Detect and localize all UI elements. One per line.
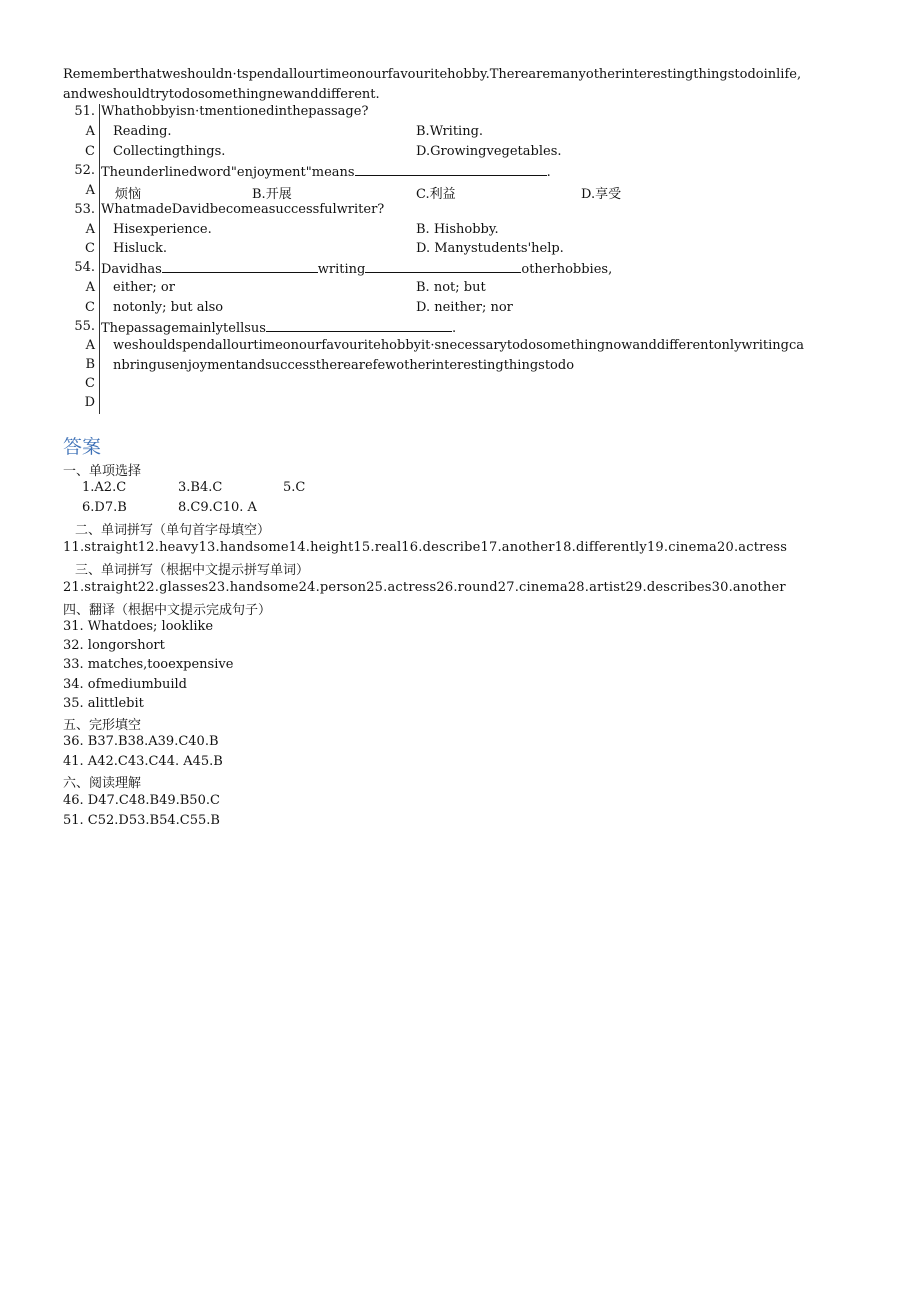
question-stem <box>101 163 551 180</box>
question-block-rule <box>99 104 100 414</box>
answer-line: 51. C52.D53.B54.C55.B <box>63 813 220 828</box>
option-text: Hisluck. <box>113 241 167 256</box>
option-letter: A <box>85 338 95 353</box>
option-letter: A <box>85 222 95 237</box>
option-text: 享受 <box>595 187 622 202</box>
option-b <box>416 124 483 139</box>
option-text: either; or <box>113 280 175 295</box>
stem-text: . <box>546 165 551 180</box>
stem-text: writing <box>317 262 366 277</box>
option-text: Manystudents'help. <box>434 241 564 256</box>
option-letter: D <box>84 395 95 410</box>
option-text: not; but <box>433 280 486 295</box>
option-b <box>252 183 292 202</box>
option-text: neither; nor <box>434 300 513 315</box>
answer-line: 33. matches,tooexpensive <box>63 657 234 672</box>
passage-line-1: Rememberthatweshouldn·tspendallourtimeonourfavouritehobby.Therearemanyotherinterestingthingstodoinlife, <box>63 67 802 82</box>
option-d <box>581 183 621 202</box>
stem-text: Davidhas <box>101 262 162 277</box>
option-letter: D. <box>416 144 431 159</box>
answer-line: 11.straight12.heavy13.handsome14.height15.real16.describe17.another18.differently19.cinema20.actress <box>63 540 788 555</box>
question-number: 51. <box>74 104 95 119</box>
option-letter: C <box>85 300 95 315</box>
option-text: 利益 <box>429 187 456 202</box>
option-letter: D. <box>581 187 596 202</box>
answer-item: 3.B4.C <box>178 480 223 495</box>
answer-line: 31. Whatdoes; looklike <box>63 619 214 634</box>
option-b <box>416 280 486 295</box>
answer-item: 5.C <box>283 480 306 495</box>
answer-line: 21.straight22.glasses23.handsome24.person25.actress26.round27.cinema28.artist29.describes30.another <box>63 580 786 595</box>
option-text: Hisexperience. <box>113 222 212 237</box>
question-number: 54. <box>74 260 95 275</box>
answer-line: 35. alittlebit <box>63 696 144 711</box>
stem-text: Thepassagemainlytellsus <box>101 321 266 336</box>
answer-item: 6.D7.B <box>82 500 127 515</box>
answer-blank <box>355 163 547 176</box>
answers-title: 答案 <box>63 436 102 458</box>
option-letter: B. <box>416 222 430 237</box>
question-stem: Whathobbyisn·tmentionedinthepassage? <box>101 104 369 119</box>
option-text-wrapped: nbringusenjoymentandsuccesstherearefewotherinterestingthingstodo <box>113 358 575 373</box>
option-letter: B. <box>416 124 430 139</box>
stem-text: otherhobbies, <box>521 262 613 277</box>
question-number: 53. <box>74 202 95 217</box>
section-title: 二、单词拼写（单句首字母填空） <box>75 523 271 538</box>
question-stem <box>101 260 612 277</box>
section-title: 三、单词拼写（根据中文提示拼写单词） <box>75 563 310 578</box>
section-title: 一、单项选择 <box>63 464 142 479</box>
option-text: Hishobby. <box>433 222 499 237</box>
answer-blank <box>365 260 521 273</box>
answer-blank <box>266 319 452 332</box>
option-letter: A <box>85 280 95 295</box>
option-text: 烦恼 <box>115 187 142 202</box>
option-d <box>416 300 513 315</box>
option-letter: C. <box>416 187 430 202</box>
option-c <box>416 183 456 202</box>
question-number: 52. <box>74 163 95 178</box>
option-letter: A <box>85 124 95 139</box>
section-title: 四、翻译（根据中文提示完成句子） <box>63 603 272 618</box>
option-text: Writing. <box>429 124 484 139</box>
option-text: Growingvegetables. <box>430 144 562 159</box>
answer-line: 46. D47.C48.B49.B50.C <box>63 793 220 808</box>
stem-text: Theunderlinedword"enjoyment"means <box>101 165 355 180</box>
answer-item: 8.C9.C10. A <box>178 500 257 515</box>
option-text: Collectingthings. <box>113 144 226 159</box>
question-stem <box>101 319 456 336</box>
question-number: 55. <box>74 319 95 334</box>
option-letter: C <box>85 376 95 391</box>
option-b <box>416 222 499 237</box>
option-text: 开展 <box>265 187 292 202</box>
section-title: 五、完形填空 <box>63 718 142 733</box>
answer-line: 32. longorshort <box>63 638 165 653</box>
passage-line-2: andweshouldtrytodosomethingnewanddifferent. <box>63 87 380 102</box>
option-letter: D. <box>416 241 431 256</box>
option-text: notonly; but also <box>113 300 224 315</box>
option-letter: C <box>85 144 95 159</box>
option-text: Reading. <box>113 124 172 139</box>
stem-text: . <box>451 321 457 336</box>
option-letter: D. <box>416 300 431 315</box>
option-d <box>416 241 564 256</box>
answer-line: 34. ofmediumbuild <box>63 677 187 692</box>
answer-line: 41. A42.C43.C44. A45.B <box>63 754 223 769</box>
answer-item: 1.A2.C <box>82 480 127 495</box>
option-letter: B. <box>416 280 430 295</box>
option-d <box>416 144 562 159</box>
option-text-wrapped: weshouldspendallourtimeonourfavouritehobbyit·snecessarytodosomethingnowanddifferentonlywritingca <box>113 338 805 353</box>
option-letter: B <box>85 357 95 372</box>
answer-blank <box>162 260 318 273</box>
option-letter: B. <box>252 187 266 202</box>
question-stem: WhatmadeDavidbecomeasuccessfulwriter? <box>101 202 385 217</box>
option-letter: C <box>85 241 95 256</box>
option-letter: A <box>85 183 95 198</box>
section-title: 六、阅读理解 <box>63 776 142 791</box>
answer-line: 36. B37.B38.A39.C40.B <box>63 734 219 749</box>
